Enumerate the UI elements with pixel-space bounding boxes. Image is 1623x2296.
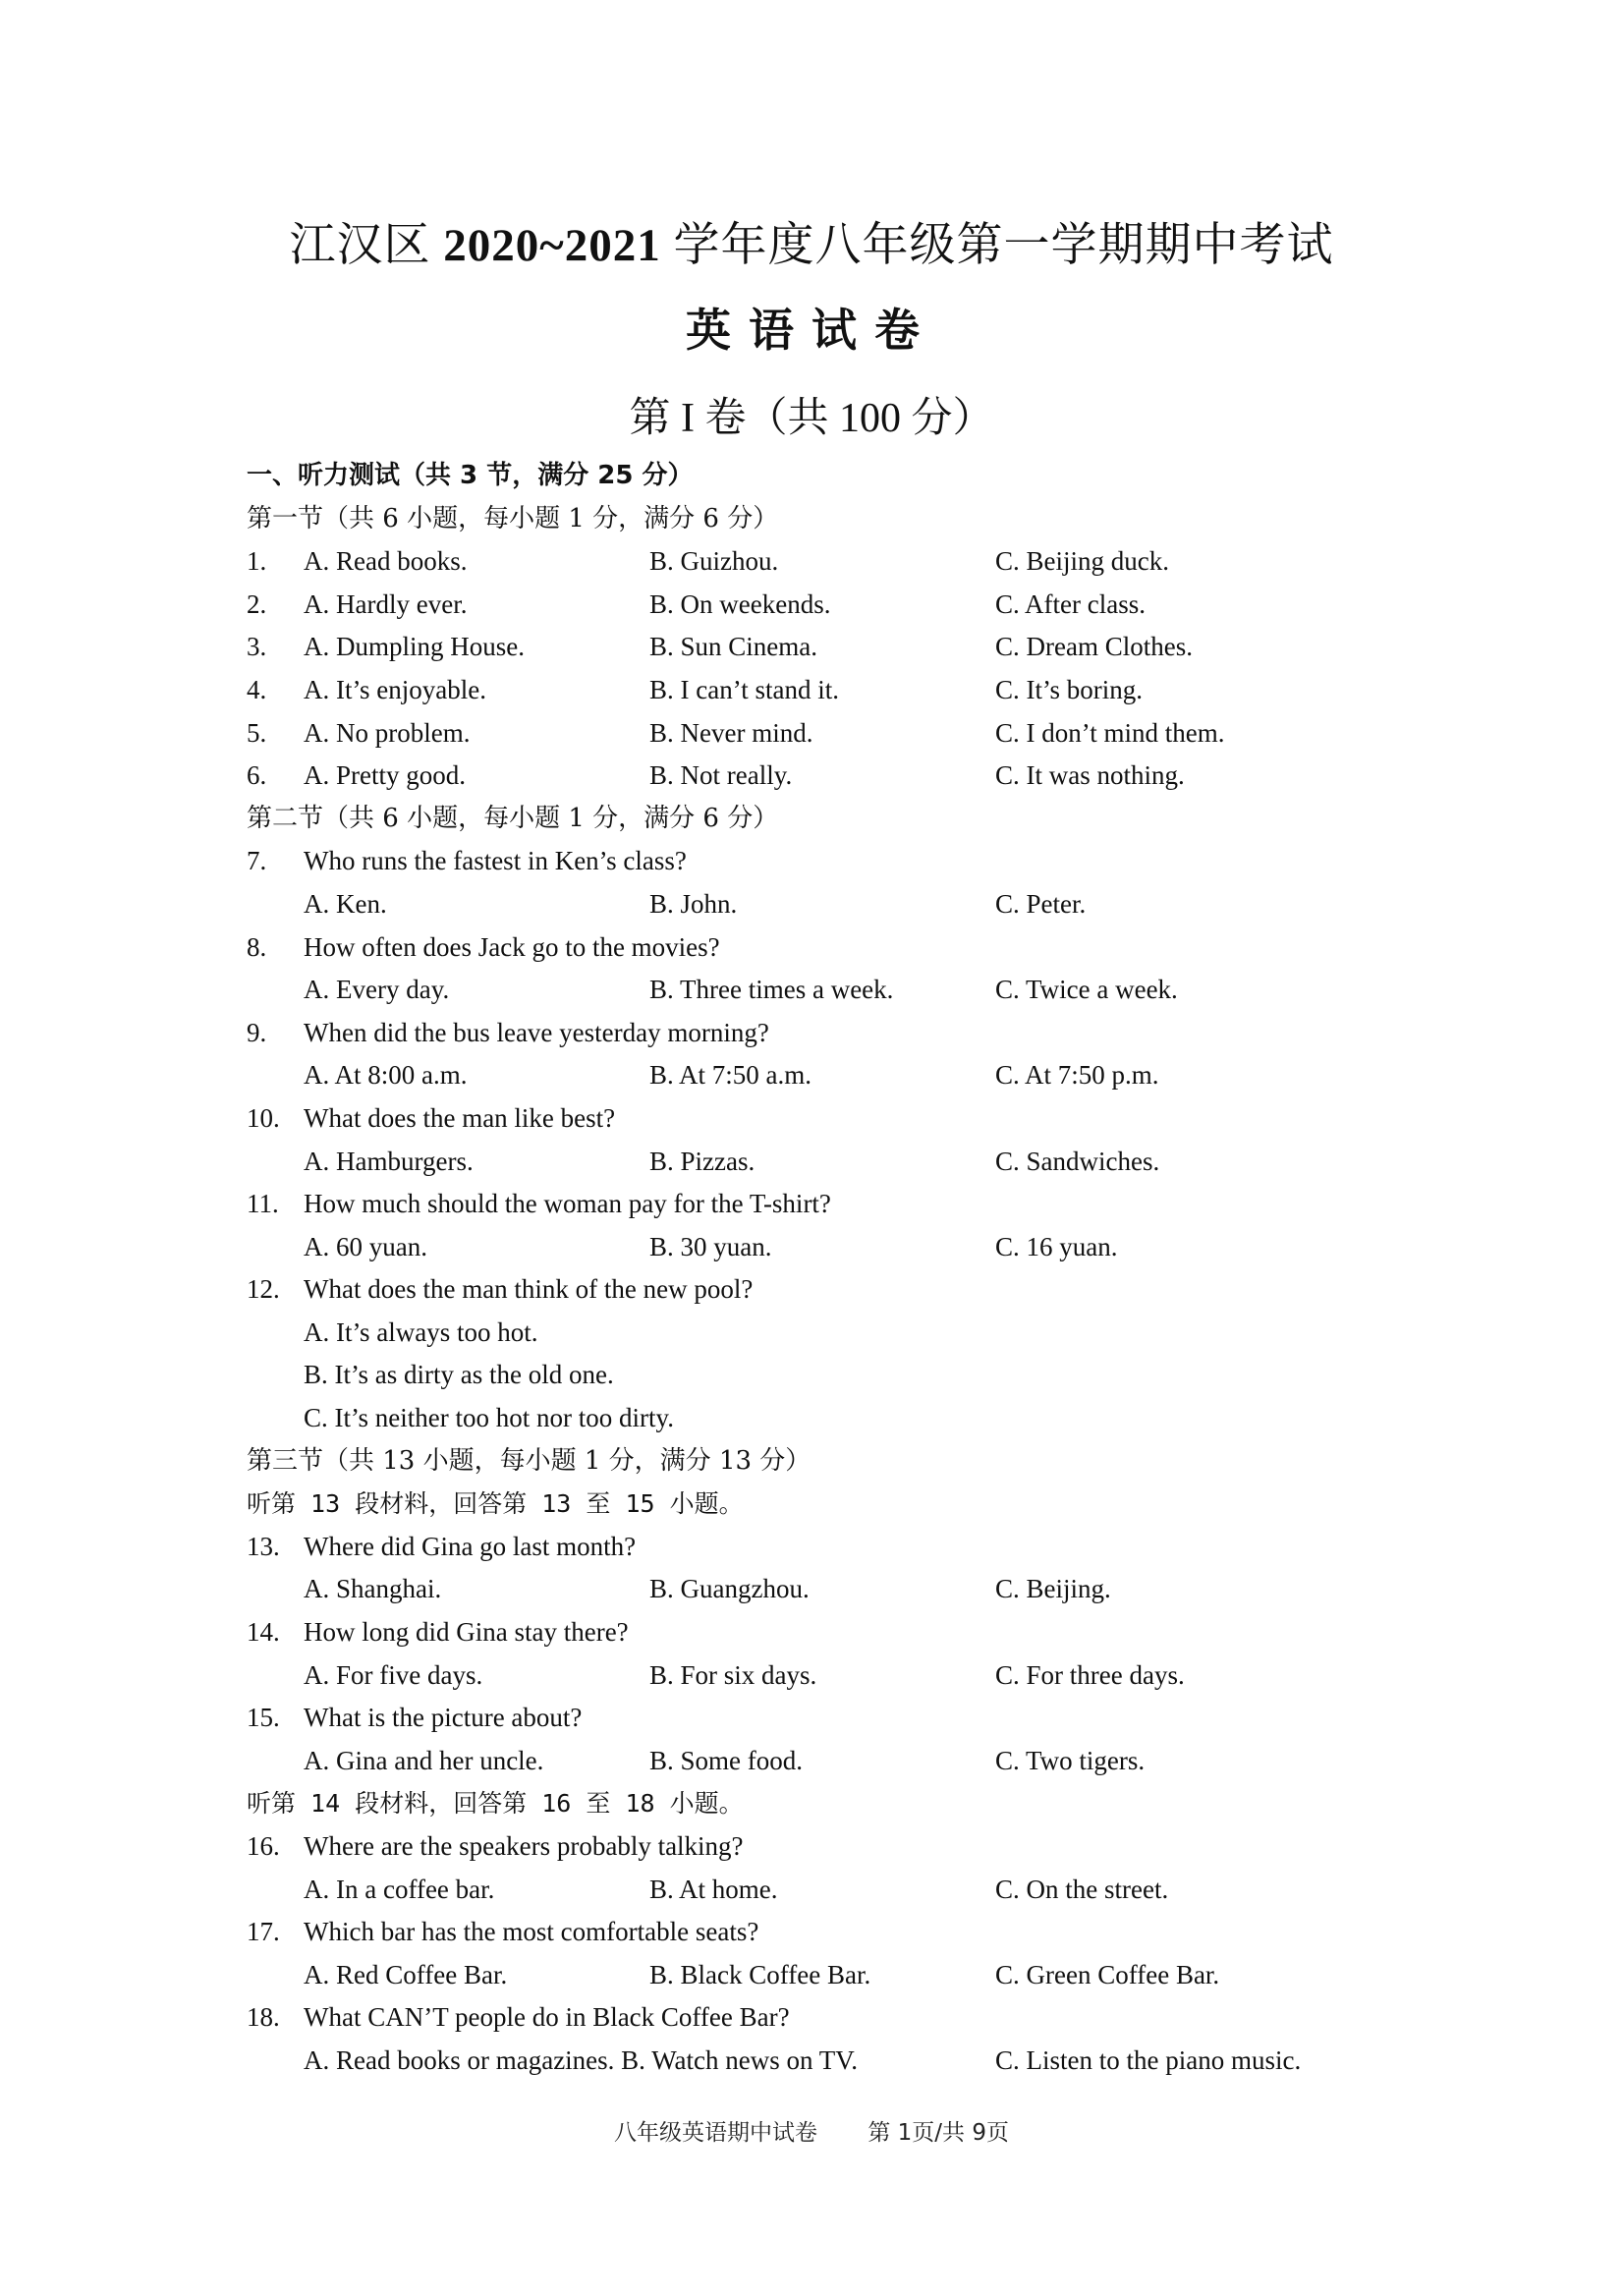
question-row [247,840,1376,883]
question-row [247,584,1376,627]
title-term: 学年度八年级第一学期期中考试 [660,220,1334,271]
option-c: C. At 7:50 p.m. [995,1060,1159,1091]
option-a: A. Read books. [304,546,468,577]
option-c: C. It was nothing. [995,760,1185,791]
option-a: A. For five days. [304,1659,483,1690]
option-a: A. Pretty good. [304,760,466,791]
question-number: 2. [247,588,267,619]
option-a: A. Gina and her uncle. [304,1745,544,1775]
option-a: A. Hardly ever. [304,588,468,619]
question-number: 10. [247,1102,280,1133]
option-a: A. 60 yuan. [304,1231,427,1261]
question-number: 5. [247,717,267,748]
question-number: 15. [247,1703,280,1733]
question-row [247,712,1376,756]
question-row [247,1911,1376,1954]
option-b: B. Some food. [649,1745,804,1775]
option-c: C. After class. [995,588,1146,619]
question-12 [247,1268,1376,1312]
question-number: 4. [247,674,267,704]
question-text: What is the picture about? [304,1703,583,1733]
question-number: 1. [247,546,267,577]
options-row [247,1869,1376,1912]
question-number: 12. [247,1274,280,1305]
part2-questions [247,840,1376,1268]
options-row [247,2040,1376,2083]
question-row [247,1097,1376,1141]
option-a: A. Ken. [304,888,387,919]
option-b: B. Never mind. [649,717,813,748]
part1-questions [247,540,1376,798]
option-a: A. Read books or magazines. B. Watch news on TV. [304,2044,858,2075]
part3-group2 [247,1825,1376,2083]
listening-note-2: 听第 14 段材料，回答第 16 至 18 小题。 [247,1789,744,1819]
option-a: A. It’s enjoyable. [304,674,486,704]
option-b: B. Pizzas. [649,1146,756,1176]
question-row [247,1697,1376,1740]
option-a: A. Every day. [304,975,450,1005]
footer-exam-name: 八年级英语期中试卷 [614,2120,818,2146]
options-row [247,1568,1376,1611]
question-text: When did the bus leave yesterday morning? [304,1017,769,1047]
option-b: B. Three times a week. [649,975,894,1005]
question-row [247,540,1376,584]
option-b: B. Guizhou. [649,546,779,577]
option-b: B. Guangzhou. [649,1574,810,1604]
question-row [247,926,1376,970]
option-b: B. 30 yuan. [649,1231,772,1261]
option-a: A. Red Coffee Bar. [304,1959,508,1989]
option-a: A. Dumpling House. [304,632,525,662]
question-text: Where did Gina go last month? [304,1531,637,1561]
question-text: How much should the woman pay for the T-shirt? [304,1189,831,1219]
option-b: B. Not really. [649,760,793,791]
footer-page-number: 第 1页/共 9页 [867,2120,1009,2146]
option-c: C. For three days. [995,1659,1185,1690]
exam-content [247,455,1376,2083]
question-row [247,1012,1376,1055]
option-c: C. Two tigers. [995,1745,1146,1775]
question-number: 8. [247,931,267,962]
option-c-text: C. It’s neither too hot nor too dirty. [304,1403,674,1433]
question-row [247,1183,1376,1226]
option-b: B. John. [649,888,738,919]
option-a-text: A. It’s always too hot. [304,1316,538,1347]
option-a: A. At 8:00 a.m. [304,1060,468,1091]
question-row [247,626,1376,669]
option-c: C. Sandwiches. [995,1146,1160,1176]
options-row [247,1054,1376,1097]
option-c: C. 16 yuan. [995,1231,1118,1261]
question-text: How long did Gina stay there? [304,1617,629,1648]
question-number: 14. [247,1617,280,1648]
question-row [247,1996,1376,2040]
exam-title [0,208,1623,274]
question-number: 16. [247,1831,280,1861]
question-number: 3. [247,632,267,662]
option-a: A. Shanghai. [304,1574,442,1604]
part3-heading: 第三节（共 13 小题，每小题 1 分，满分 13 分） [247,1445,812,1476]
listening-note-1: 听第 13 段材料，回答第 13 至 15 小题。 [247,1489,744,1519]
question-number: 7. [247,846,267,876]
option-a [247,1312,1376,1355]
option-b-text: B. It’s as dirty as the old one. [304,1360,614,1390]
option-b: B. I can’t stand it. [649,674,839,704]
question-number: 18. [247,2002,280,2033]
option-a: A. In a coffee bar. [304,1874,495,1904]
option-b: B. On weekends. [649,588,831,619]
title-years: 2020~2021 [443,220,661,271]
title-district: 江汉区 [289,220,444,271]
option-a: A. Hamburgers. [304,1146,474,1176]
options-row [247,1226,1376,1269]
option-b: B. At home. [649,1874,778,1904]
question-text: What does the man think of the new pool? [304,1274,754,1305]
question-number: 13. [247,1531,280,1561]
option-b: B. Black Coffee Bar. [649,1959,871,1989]
volume-heading: 第 I 卷（共 100 分） [629,396,994,441]
option-c [247,1397,1376,1440]
option-c: C. Twice a week. [995,975,1178,1005]
option-c: C. Peter. [995,888,1087,919]
options-row [247,1141,1376,1184]
option-b: B. Sun Cinema. [649,632,818,662]
part1-heading: 第一节（共 6 小题，每小题 1 分，满分 6 分） [247,503,779,533]
question-row [247,1526,1376,1569]
question-number: 6. [247,760,267,791]
question-row [247,755,1376,798]
option-b: B. For six days. [649,1659,817,1690]
question-text: Who runs the fastest in Ken’s class? [304,846,687,876]
option-c: C. Dream Clothes. [995,632,1193,662]
question-number: 9. [247,1017,267,1047]
question-text: What CAN’T people do in Black Coffee Bar? [304,2002,790,2033]
option-c: C. Beijing duck. [995,546,1169,577]
question-number: 17. [247,1917,280,1947]
question-row [247,1611,1376,1654]
option-c: C. Green Coffee Bar. [995,1959,1220,1989]
question-row [247,669,1376,712]
options-row [247,1740,1376,1783]
option-b: B. At 7:50 a.m. [649,1060,812,1091]
options-row [247,883,1376,926]
question-row [247,1825,1376,1869]
part3-group1 [247,1526,1376,1783]
question-text: How often does Jack go to the movies? [304,931,720,962]
question-text: What does the man like best? [304,1102,616,1133]
option-c: C. On the street. [995,1874,1169,1904]
section-heading: 一、听力测试（共 3 节，满分 25 分） [247,461,694,490]
page-footer [0,2114,1623,2147]
question-number: 11. [247,1189,279,1219]
exam-subtitle: 英语试卷 [686,304,937,357]
option-c: C. It’s boring. [995,674,1144,704]
options-row [247,1954,1376,1997]
option-c: C. Listen to the piano music. [995,2044,1302,2075]
option-c: C. I don’t mind them. [995,717,1225,748]
option-c: C. Beijing. [995,1574,1111,1604]
options-row [247,969,1376,1012]
option-a: A. No problem. [304,717,471,748]
option-b [247,1354,1376,1397]
part2-heading: 第二节（共 6 小题，每小题 1 分，满分 6 分） [247,803,779,833]
question-text: Which bar has the most comfortable seats? [304,1917,759,1947]
question-text: Where are the speakers probably talking? [304,1831,744,1861]
options-row [247,1654,1376,1698]
